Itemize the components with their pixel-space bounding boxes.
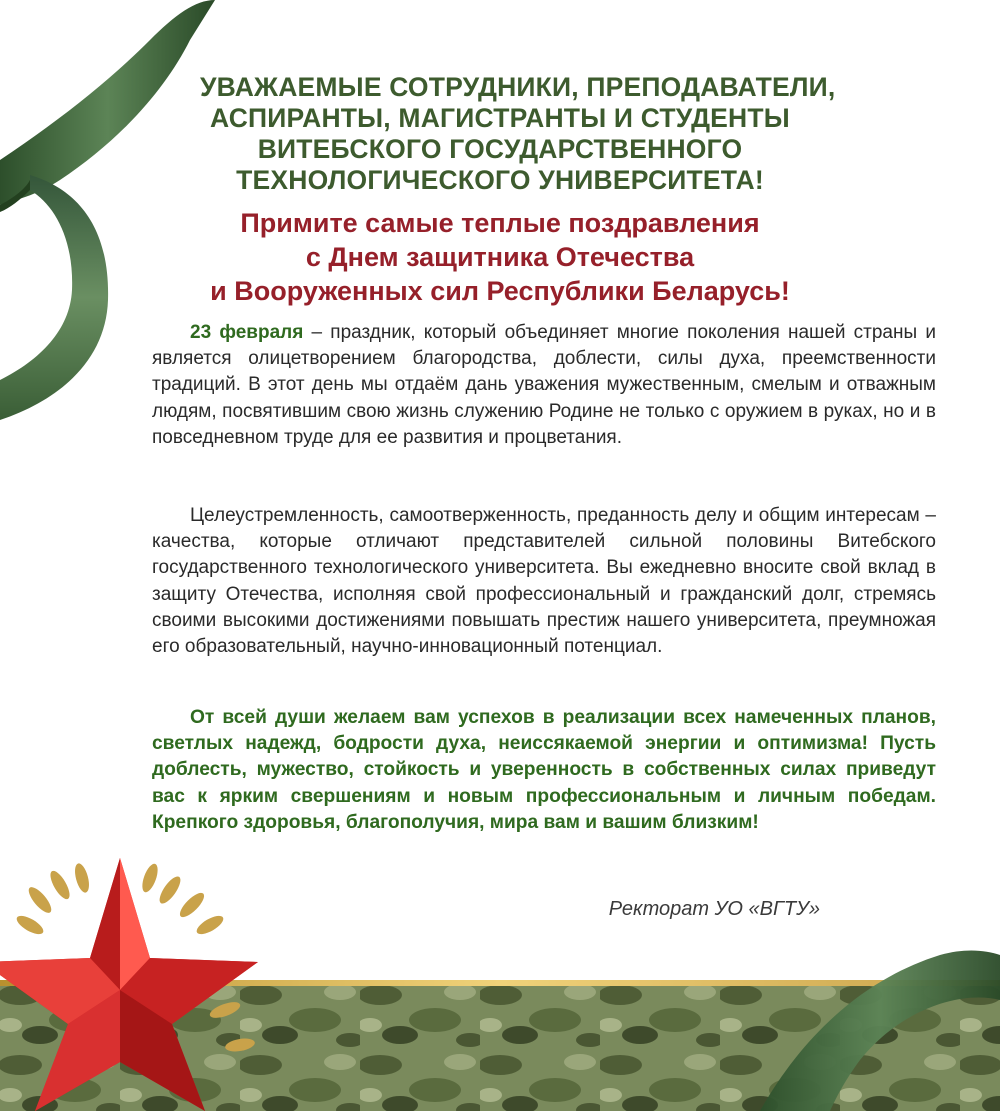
congratulation-subheading [180,206,820,308]
paragraph-holiday-text: – праздник, который объединяет многие поколения нашей страны и является олицетворением благородства, доблести, силы духа, преемственности традиций. В этот день мы отдаём дань уважения мужественным, смелым и отважным людям, посвятившим свою жизнь служению Родине не только с оружием в руках, но и в повседневном труде для ее развития и процветания. [152,322,936,448]
main-heading [200,72,836,196]
subheading-line: и Вооруженных сил Республики Беларусь! [210,276,790,306]
paragraph-qualities: Целеустремленность, самоотверженность, преданность делу и общим интересам – качества, которые отличают представителей сильной половины Витебского государственного технологического университета. Вы ежедневно вносите свой вклад в защиту Отечества, исполняя свой профессиональный и гражданский долг, стремясь своими высокими достижениями повышать престиж нашего университета, преумножая его образовательный, научно-инновационный потенциал. [152,505,936,658]
paragraph-wishes: От всей души желаем вам успехов в реализации всех намеченных планов, светлых надежд, бодрости духа, неиссякаемой энергии и оптимизма! Пусть доблесть, мужество, стойкость и уверенность в собственных силах приведут вас к ярким свершениям и новым профессиональным и личным победам. Крепкого здоровья, благополучия, мира вам и вашим близким! [152,707,936,833]
subheading-line: Примите самые теплые поздравления [240,208,760,238]
heading-line: УВАЖАЕМЫЕ СОТРУДНИКИ, ПРЕПОДАВАТЕЛИ, [200,72,836,102]
holiday-date: 23 февраля [190,322,304,343]
signature: Ректорат УО «ВГТУ» [608,898,820,920]
heading-line: АСПИРАНТЫ, МАГИСТРАНТЫ И СТУДЕНТЫ [210,103,790,133]
heading-line: ВИТЕБСКОГО ГОСУДАРСТВЕННОГО [257,134,743,164]
paragraph-holiday [152,320,936,451]
subheading-line: с Днем защитника Отечества [305,242,695,272]
heading-line: ТЕХНОЛОГИЧЕСКОГО УНИВЕРСИТЕТА! [236,165,764,195]
